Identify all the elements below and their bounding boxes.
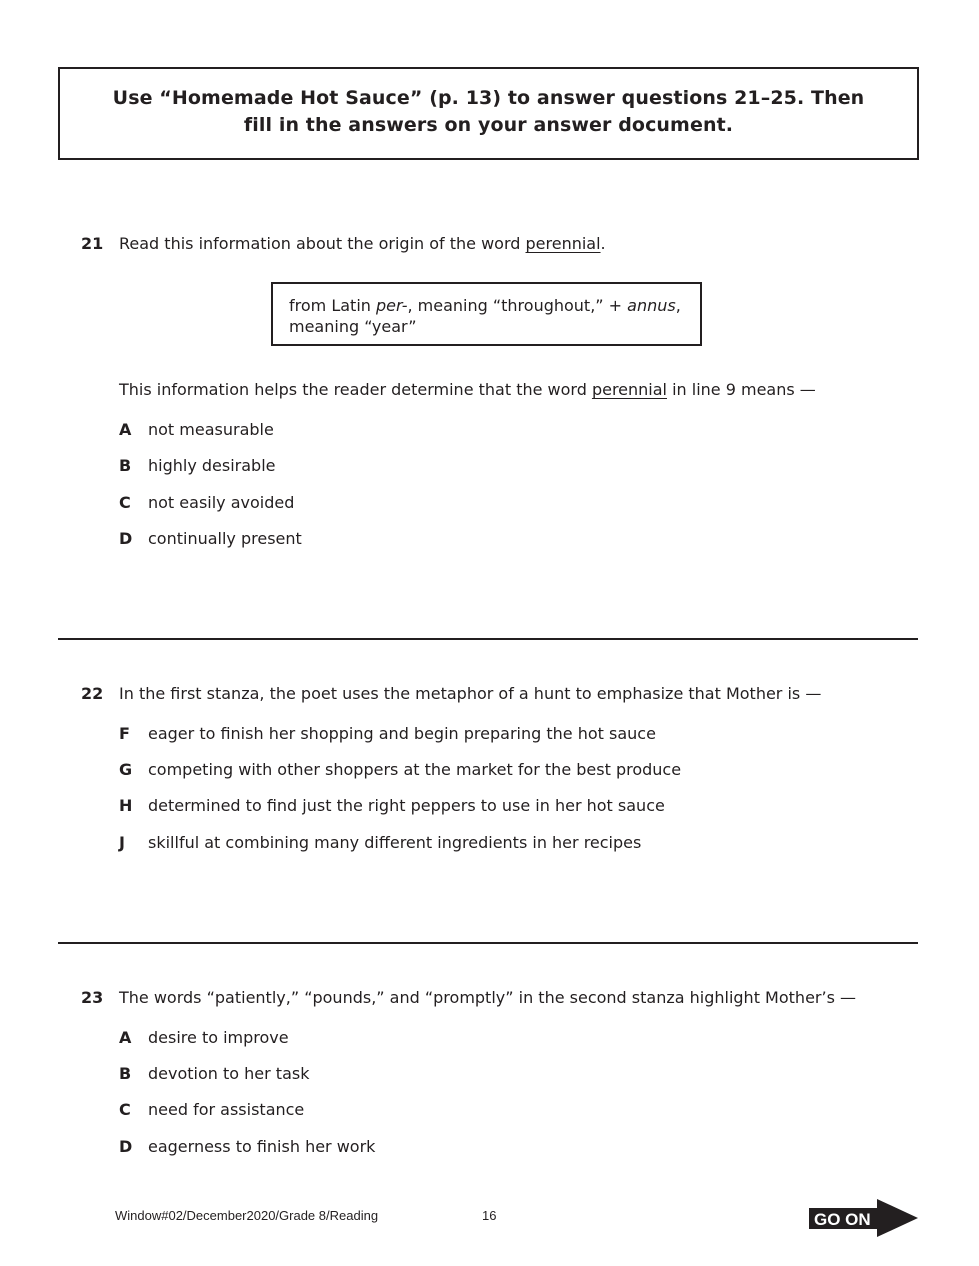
- option-letter[interactable]: B: [119, 1064, 132, 1083]
- instructions-box: [58, 67, 919, 160]
- question-22-number: 22: [81, 684, 104, 703]
- option-text[interactable]: not measurable: [148, 420, 274, 439]
- question-21-stem: This information helps the reader determine that the word perennial in line 9 means —: [119, 380, 816, 399]
- instructions-line-2: fill in the answers on your answer document.: [243, 114, 734, 136]
- option-letter[interactable]: F: [119, 724, 130, 743]
- option-letter[interactable]: C: [119, 493, 131, 512]
- question-21-number: 21: [81, 234, 104, 253]
- option-letter[interactable]: D: [119, 1137, 133, 1156]
- go-on-arrow-icon: [809, 1197, 919, 1243]
- question-22-prompt: In the first stanza, the poet uses the metaphor of a hunt to emphasize that Mother is —: [119, 684, 822, 703]
- option-letter[interactable]: C: [119, 1100, 131, 1119]
- etymology-line-2: meaning “year”: [289, 317, 417, 336]
- etymology-box: [271, 282, 702, 346]
- option-text[interactable]: eager to finish her shopping and begin preparing the hot sauce: [148, 724, 656, 743]
- option-text[interactable]: devotion to her task: [148, 1064, 310, 1083]
- question-23-number: 23: [81, 988, 104, 1007]
- option-letter[interactable]: J: [119, 833, 125, 852]
- section-divider: [58, 638, 918, 640]
- underlined-word: perennial: [591, 380, 667, 399]
- page-number: 16: [482, 1208, 497, 1223]
- option-text[interactable]: not easily avoided: [148, 493, 295, 512]
- option-text[interactable]: skillful at combining many different ingredients in her recipes: [148, 833, 642, 852]
- option-letter[interactable]: H: [119, 796, 133, 815]
- option-letter[interactable]: A: [119, 420, 132, 439]
- question-23-prompt: The words “patiently,” “pounds,” and “promptly” in the second stanza highlight Mother’s —: [119, 988, 856, 1007]
- option-text[interactable]: desire to improve: [148, 1028, 289, 1047]
- option-text[interactable]: competing with other shoppers at the market for the best produce: [148, 760, 682, 779]
- option-letter[interactable]: B: [119, 456, 132, 475]
- option-letter[interactable]: A: [119, 1028, 132, 1047]
- option-text[interactable]: eagerness to finish her work: [148, 1137, 376, 1156]
- option-letter[interactable]: G: [119, 760, 133, 779]
- option-text[interactable]: determined to find just the right peppers to use in her hot sauce: [148, 796, 665, 815]
- option-text[interactable]: need for assistance: [148, 1100, 305, 1119]
- etymology-line-1: from Latin per-, meaning “throughout,” + annus,: [289, 296, 681, 315]
- underlined-word: perennial: [525, 234, 601, 253]
- section-divider: [58, 942, 918, 944]
- question-21-prompt: Read this information about the origin of the word perennial.: [119, 234, 606, 253]
- option-letter[interactable]: D: [119, 529, 133, 548]
- option-text[interactable]: highly desirable: [148, 456, 276, 475]
- go-on-label: GO ON: [814, 1210, 871, 1229]
- footer-source: Window#02/December2020/Grade 8/Reading: [115, 1208, 379, 1223]
- option-text[interactable]: continually present: [148, 529, 302, 548]
- instructions-line-1: Use “Homemade Hot Sauce” (p. 13) to answer questions 21–25. Then: [112, 87, 865, 109]
